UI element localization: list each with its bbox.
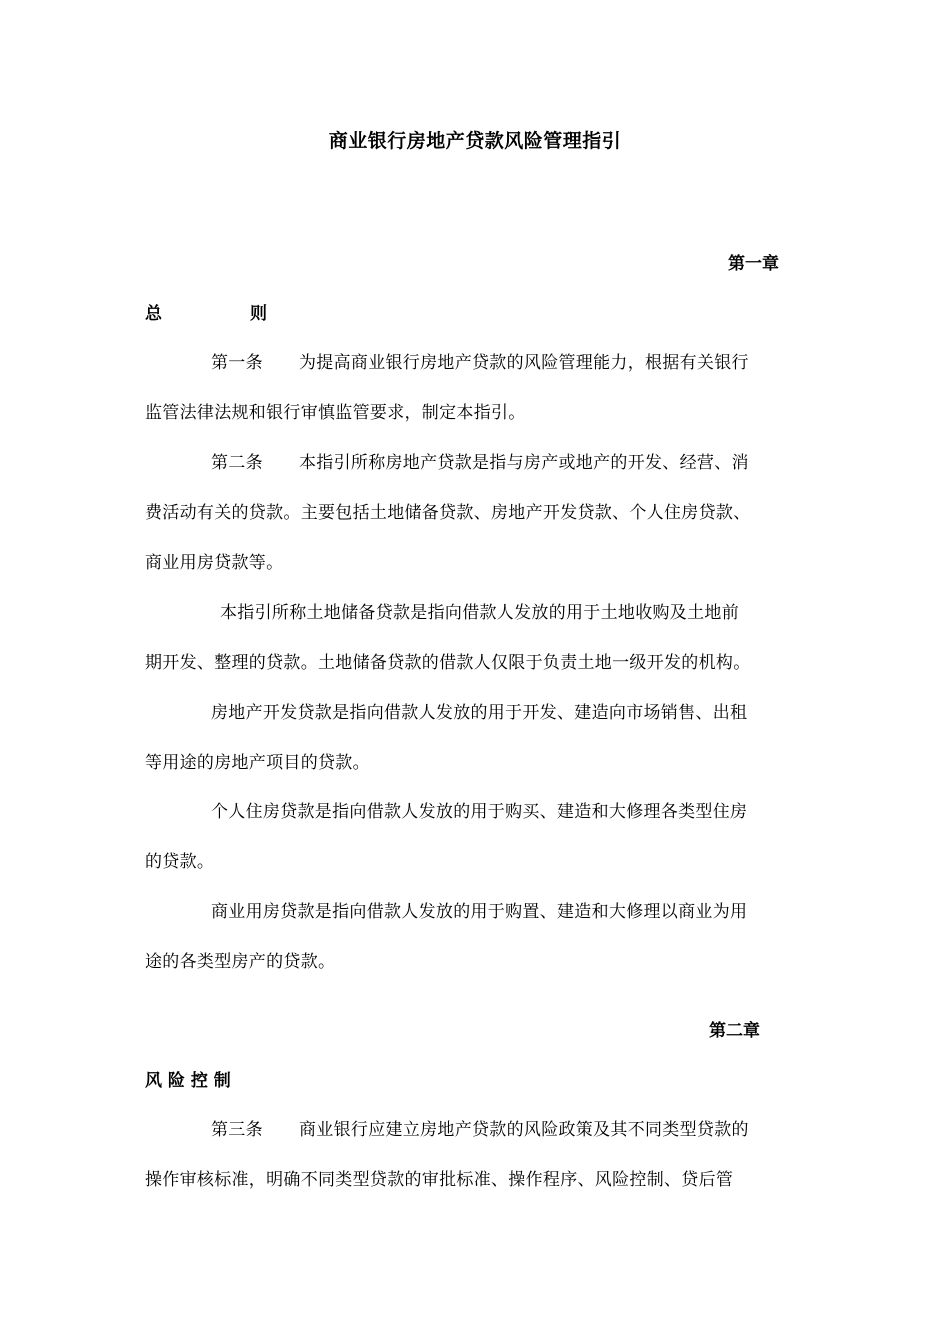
article2-line1 — [211, 448, 749, 473]
chapter1-name — [145, 299, 267, 324]
chapter1-number: 第一章 — [728, 254, 779, 274]
document-title: 商业银行房地产贷款风险管理指引 — [328, 130, 622, 152]
article3-line1 — [211, 1115, 749, 1140]
article3-label: 第三条 — [211, 1120, 263, 1140]
chapter1-name-left: 总 — [145, 304, 162, 324]
para-land-line1: 本指引所称土地储备贷款是指向借款人发放的用于土地收购及土地前 — [220, 603, 739, 623]
article1-line1 — [211, 348, 749, 373]
article2-label: 第二条 — [211, 453, 263, 473]
para-commercial-line1: 商业用房贷款是指向借款人发放的用于购置、建造和大修理以商业为用 — [211, 902, 748, 922]
para-dev-line1: 房地产开发贷款是指向借款人发放的用于开发、建造向市场销售、出租 — [211, 703, 748, 723]
article2-line2: 费活动有关的贷款。主要包括土地储备贷款、房地产开发贷款、个人住房贷款、 — [145, 503, 751, 523]
chapter1-name-right: 则 — [250, 304, 267, 324]
para-commercial-line2: 途的各类型房产的贷款。 — [145, 952, 336, 972]
article3-text1: 商业银行应建立房地产贷款的风险政策及其不同类型贷款的 — [299, 1120, 749, 1140]
article3-line2: 操作审核标准，明确不同类型贷款的审批标准、操作程序、风险控制、贷后管 — [145, 1170, 734, 1190]
para-dev-line2: 等用途的房地产项目的贷款。 — [145, 753, 370, 773]
chapter2-name: 风 险 控 制 — [145, 1071, 231, 1091]
article1-line2: 监管法律法规和银行审慎监管要求，制定本指引。 — [145, 403, 526, 423]
article2-text1: 本指引所称房地产贷款是指与房产或地产的开发、经营、消 — [299, 453, 749, 473]
article1-text1: 为提高商业银行房地产贷款的风险管理能力，根据有关银行 — [299, 353, 749, 373]
chapter2-number: 第二章 — [709, 1021, 760, 1041]
para-personal-line2: 的贷款。 — [145, 852, 215, 872]
article1-label: 第一条 — [211, 353, 263, 373]
article2-line3: 商业用房贷款等。 — [145, 553, 284, 573]
para-personal-line1: 个人住房贷款是指向借款人发放的用于购买、建造和大修理各类型住房 — [211, 802, 748, 822]
para-land-line2: 期开发、整理的贷款。土地储备贷款的借款人仅限于负责土地一级开发的机构。 — [145, 653, 751, 673]
